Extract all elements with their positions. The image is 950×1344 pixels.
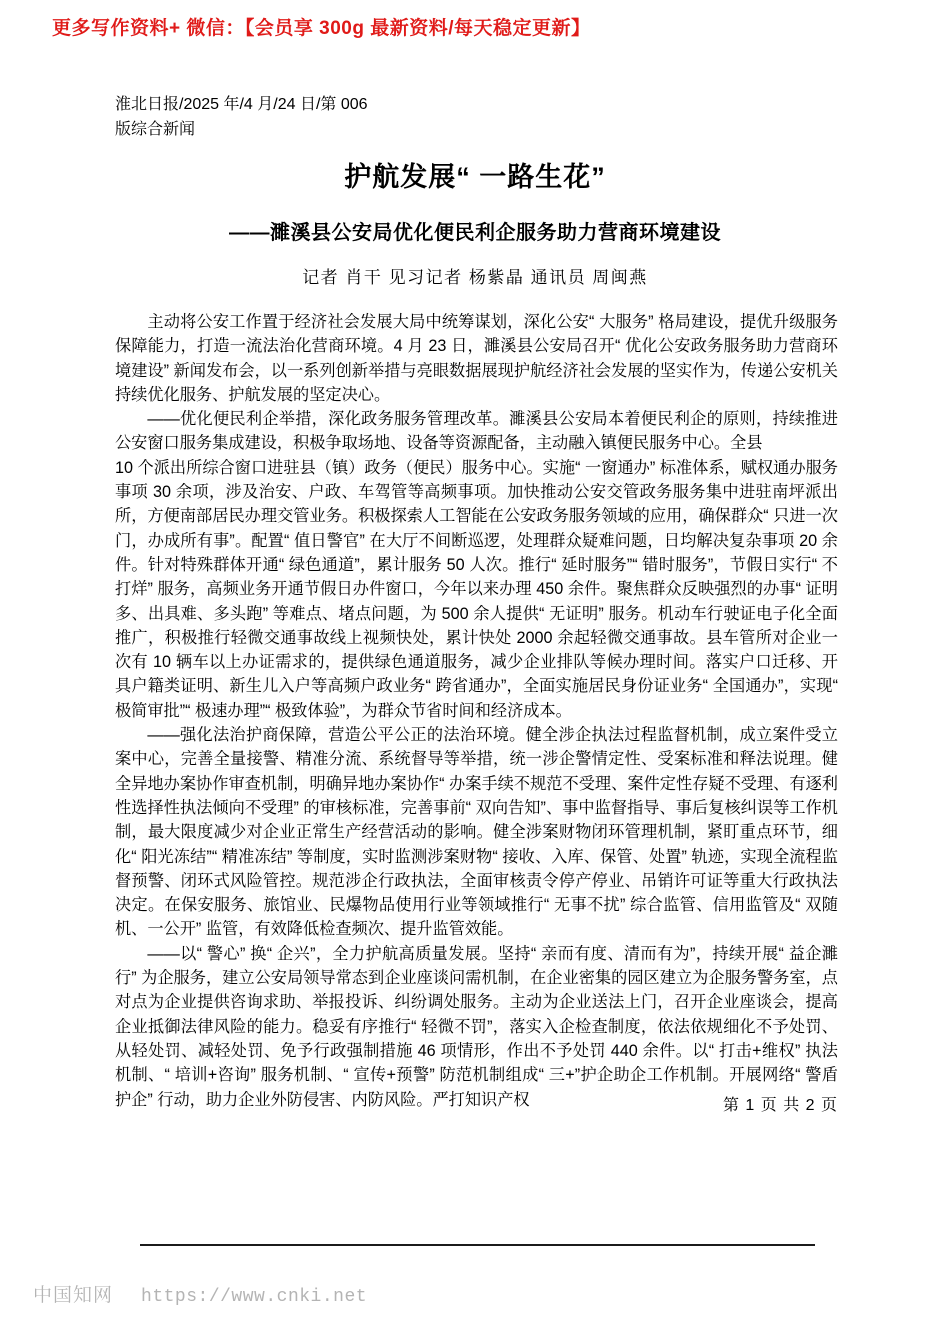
footer-divider — [140, 1244, 815, 1246]
article-title: 护航发展“ 一路生花” — [344, 162, 606, 192]
page-number: 第 1 页 共 2 页 — [722, 1097, 838, 1114]
masthead-line-1: 淮北日报/2025 年/4 月/24 日/第 006 — [115, 96, 368, 113]
article-body — [115, 310, 838, 1112]
cnki-brand-label: 中国知网 — [33, 1285, 114, 1306]
body-paragraph: ——以“ 警心” 换“ 企兴”，全力护航高质量发展。坚持“ 亲而有度、清而有为”，持续开展“ 益企濉行” 为企服务，建立公安局领导常态到企业座谈问需机制，在企业密集的园区建立为企服务警务室，点对点为企业提供咨询求助、举报投诉、纠纷调处服务。主动为企业送法上门，召开企业座谈会，提高企业抵御法律风险的能力。稳妥有序推行“ 轻微不罚”，落实入企检查制度，依法依规细化不予处罚、从轻处罚、减轻处罚、免予行政强制措施 46 项情形，作出不予处罚 440 余件。以“ 打击+维权” 执法机制、“ 培训+咨询” 服务机制、“ 宣传+预警” 防范机制组成“ 三+”护企助企工作机制。开展网络“ 警盾护企” 行动，助力企业外防侵害、内防风险。严打知识产权 — [115, 944, 838, 1109]
article-byline: 记者 肖干 见习记者 杨紫晶 通讯员 周闽燕 — [302, 268, 648, 287]
masthead — [115, 92, 515, 142]
masthead-line-2: 版综合新闻 — [115, 121, 196, 138]
headline-block — [0, 157, 950, 293]
cnki-watermark — [33, 1280, 367, 1307]
promo-banner-text: 更多写作资料+ 微信：【会员享 300g 最新资料/每天稳定更新】 — [52, 17, 591, 39]
body-paragraph: 10 个派出所综合窗口进驻县（镇）政务（便民）服务中心。实施“ 一窗通办” 标准体系，赋权通办服务事项 30 余项，涉及治安、户政、车驾管等高频事项。加快推动公安交管政务服务集中进驻南坪派出所，方便南部居民办理交管业务。积极探索人工智能在公安政务服务领域的应用，确保群众“ 只进一次门，办成所有事”。配置“ 值日警官” 在大厅不间断巡逻，处理群众疑难问题，日均解决复杂事项 20 余件。针对特殊群体开通“ 绿色通道”，累计服务 50 人次。推行“ 延时服务”“ 错时服务”，节假日实行“ 不打烊” 服务，高频业务开通节假日办件窗口，今年以来办理 450 余件。聚焦群众反映强烈的办事“ 证明多、出具难、多头跑” 等难点、堵点问题，为 500 余人提供“ 无证明” 服务。机动车行驶证电子化全面推广，积极推行轻微交通事故线上视频快处，累计快处 2000 余起轻微交通事故。县车管所对企业一次有 10 辆车以上办证需求的，提供绿色通道服务，减少企业排队等候办理时间。落实户口迁移、开具户籍类证明、新生儿入户等高频户政业务“ 跨省通办”，全面实施居民身份证业务“ 全国通办”，实现“ 极简审批”“ 极速办理”“ 极致体验”，为群众节省时间和经济成本。 — [115, 458, 838, 720]
promo-banner — [0, 0, 950, 52]
body-paragraph: ——强化法治护商保障，营造公平公正的法治环境。健全涉企执法过程监督机制，成立案件受立案中心，完善全量接警、精准分流、系统督导等举措，统一涉企警情定性、受案标准和释法说理。健全异地办案协作审查机制，明确异地办案协作“ 办案手续不规范不受理、案件定性存疑不受理、有逐利性选择性执法倾向不受理” 的审核标准，完善事前“ 双向告知”、事中监督指导、事后复核纠误等工作机制，最大限度减少对企业正常生产经营活动的影响。健全涉案财物闭环管理机制，紧盯重点环节，细化“ 阳光冻结”“ 精准冻结” 等制度，实时监测涉案财物“ 接收、入库、保管、处置” 轨迹，实现全流程监督预警、闭环式风险管控。规范涉企行政执法，全面审核责令停产停业、吊销许可证等重大行政执法决定。在保安服务、旅馆业、民爆物品使用行业等领域推行“ 无事不扰” 综合监管、信用监管及“ 双随机、一公开” 监管，有效降低检查频次、提升监管效能。 — [115, 726, 838, 939]
cnki-url-label: https://www.cnki.net — [141, 1287, 368, 1307]
document-page — [0, 52, 950, 1344]
body-paragraph: 主动将公安工作置于经济社会发展大局中统筹谋划，深化公安“ 大服务” 格局建设，提优升级服务保障能力，打造一流法治化营商环境。4 月 23 日，濉溪县公安局召开“ 优化公安政务服务助力营商环境建设” 新闻发布会，以一系列创新举措与亮眼数据展现护航经济社会发展的坚实作为，传递公安机关持续优化服务、护航发展的坚定决心。 — [115, 313, 838, 404]
body-paragraph: ——优化便民利企举措，深化政务服务管理改革。濉溪县公安局本着便民利企的原则，持续推进公安窗口服务集成建设，积极争取场地、设备等资源配备，主动融入镇便民服务中心。全县 — [115, 410, 838, 453]
article-subtitle: ——濉溪县公安局优化便民利企服务助力营商环境建设 — [229, 222, 721, 244]
